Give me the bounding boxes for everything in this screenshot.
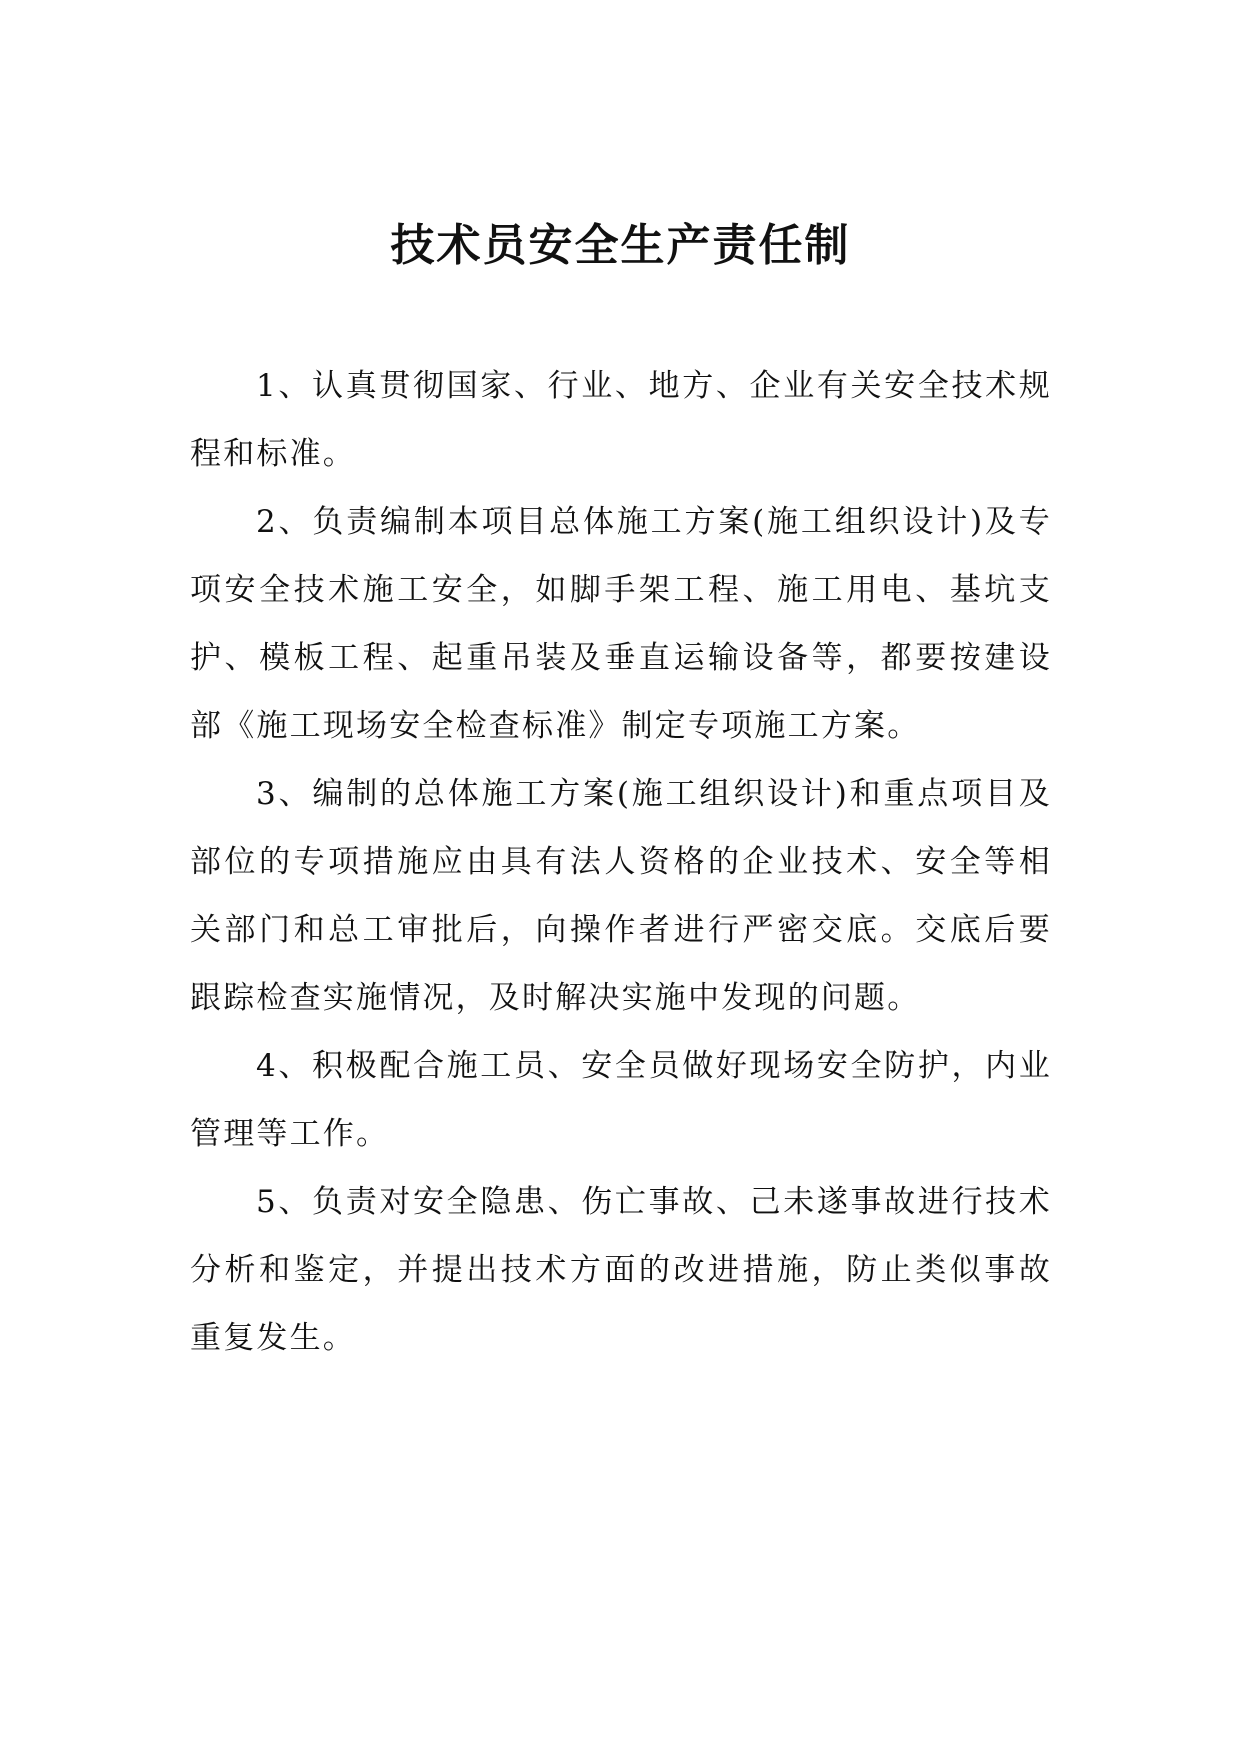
- document-body: [190, 352, 1052, 1372]
- document-title: 技术员安全生产责任制: [390, 220, 851, 271]
- paragraph-1: 1、认真贯彻国家、行业、地方、企业有关安全技术规程和标准。: [190, 368, 1052, 472]
- paragraph-2: 2、负责编制本项目总体施工方案(施工组织设计)及专项安全技术施工安全，如脚手架工程、施工用电、基坑支护、模板工程、起重吊装及垂直运输设备等，都要按建设部《施工现场安全检查标准》制定专项施工方案。: [190, 504, 1052, 744]
- paragraph-3: 3、编制的总体施工方案(施工组织设计)和重点项目及部位的专项措施应由具有法人资格的企业技术、安全等相关部门和总工审批后，向操作者进行严密交底。交底后要跟踪检查实施情况，及时解决实施中发现的问题。: [190, 776, 1052, 1016]
- paragraph-4: 4、积极配合施工员、安全员做好现场安全防护，内业管理等工作。: [190, 1048, 1052, 1152]
- paragraph-5: 5、负责对安全隐患、伤亡事故、己未遂事故进行技术分析和鉴定，并提出技术方面的改进措施，防止类似事故重复发生。: [190, 1184, 1052, 1356]
